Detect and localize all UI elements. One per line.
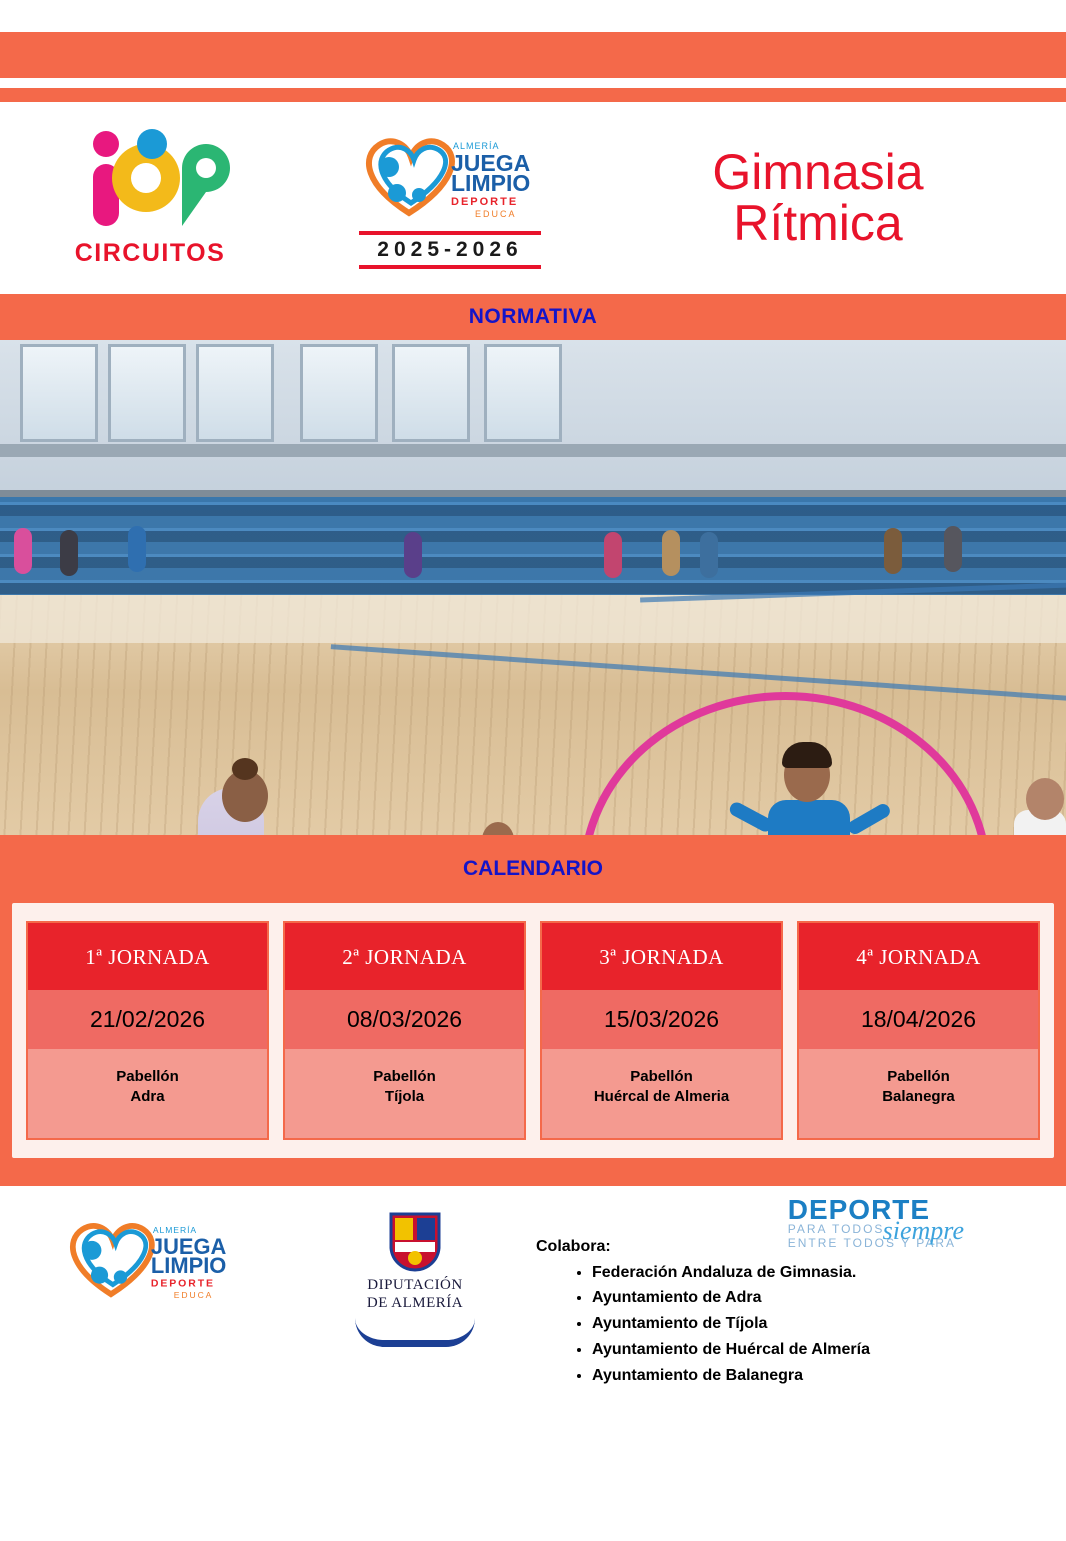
- deporte-sub-1: PARA TODOS: [787, 1221, 885, 1236]
- juega-limpio-logo: [300, 127, 600, 269]
- jornada-date: 18/04/2026: [799, 990, 1038, 1049]
- svg-text:EDUCA: EDUCA: [173, 1289, 214, 1300]
- season-label: 2025-2026: [359, 231, 540, 269]
- jornada-title: 4ª JORNADA: [799, 923, 1038, 990]
- page-title: [600, 144, 1066, 251]
- calendar-section: [0, 835, 1066, 1186]
- top-stripe-primary: [0, 32, 1066, 78]
- footer-juega-limpio-logo: [0, 1196, 300, 1446]
- gym-window: [196, 344, 274, 442]
- background-gymnast: [60, 530, 78, 576]
- page-footer: [0, 1186, 1066, 1446]
- coat-of-arms-icon: [383, 1210, 447, 1272]
- list-item: • Ayuntamiento de Huércal de Almería: [592, 1337, 1066, 1363]
- background-gymnast: [604, 532, 622, 578]
- circuitos-logo: [0, 128, 300, 268]
- gym-rail: [0, 490, 1066, 497]
- juega-limpio-heart-icon: [345, 127, 555, 223]
- svg-text:ALMERÍA: ALMERÍA: [453, 141, 500, 151]
- calendar-card-1[interactable]: [26, 921, 269, 1140]
- svg-text:DEPORTE: DEPORTE: [150, 1278, 215, 1290]
- svg-text:LIMPIO: LIMPIO: [451, 170, 531, 196]
- venue-line-2: Adra: [130, 1088, 165, 1106]
- svg-text:DEPORTE: DEPORTE: [451, 196, 519, 208]
- deporte-sub-2: ENTRE TODOS Y PARA: [787, 1235, 956, 1250]
- juega-limpio-heart-icon: [50, 1208, 250, 1308]
- title-line-1: Gimnasia: [712, 144, 924, 200]
- jornada-venue: [799, 1049, 1038, 1138]
- background-gymnast: [944, 526, 962, 572]
- svg-text:LIMPIO: LIMPIO: [150, 1252, 227, 1278]
- jornada-venue: [285, 1049, 524, 1138]
- calendar-card-3[interactable]: [540, 921, 783, 1140]
- jornada-date: 21/02/2026: [28, 990, 267, 1049]
- diputacion-swoosh: [355, 1318, 475, 1347]
- calendario-label: CALENDARIO: [463, 857, 603, 880]
- svg-text:EDUCA: EDUCA: [475, 209, 517, 219]
- venue-line-1: Pabellón: [630, 1068, 693, 1085]
- circuitos-label: CIRCUITOS: [74, 239, 226, 267]
- gym-window: [484, 344, 562, 442]
- venue-line-1: Pabellón: [373, 1068, 436, 1085]
- gymnast-foreground-hair-bun: [232, 758, 258, 780]
- diputacion-logo: [300, 1196, 530, 1446]
- top-stripe-secondary: [0, 88, 1066, 102]
- circuitos-mark-icon: [60, 128, 240, 233]
- normativa-label: NORMATIVA: [468, 305, 598, 328]
- venue-line-1: Pabellón: [887, 1068, 950, 1085]
- coach-head: [1026, 778, 1064, 820]
- deporte-word: DEPORTE: [787, 1193, 931, 1225]
- gym-window: [392, 344, 470, 442]
- deporte-siempre-logo: [787, 1193, 964, 1250]
- gym-window: [300, 344, 378, 442]
- normativa-band[interactable]: [0, 294, 1066, 340]
- background-gymnast: [884, 528, 902, 574]
- jornada-venue: [28, 1049, 267, 1138]
- svg-text:JUEGA: JUEGA: [150, 1233, 227, 1259]
- gym-mat: [0, 595, 1066, 643]
- gym-window: [108, 344, 186, 442]
- venue-line-1: Pabellón: [116, 1068, 179, 1085]
- hero-photo: [0, 340, 1066, 835]
- calendar-card-4[interactable]: [797, 921, 1040, 1140]
- list-item: • Ayuntamiento de Balanegra: [592, 1363, 1066, 1389]
- jornada-venue: [542, 1049, 781, 1138]
- venue-line-2: Huércal de Almeria: [593, 1088, 730, 1106]
- title-line-2: Rítmica: [733, 195, 903, 251]
- jornada-title: 2ª JORNADA: [285, 923, 524, 990]
- background-gymnast: [404, 532, 422, 578]
- svg-text:JUEGA: JUEGA: [451, 150, 531, 176]
- siempre-script: siempre: [882, 1215, 964, 1245]
- background-gymnast: [128, 526, 146, 572]
- background-gymnast: [662, 530, 680, 576]
- page-header: [0, 102, 1066, 294]
- jornada-date: 15/03/2026: [542, 990, 781, 1049]
- calendar-cards: [12, 903, 1054, 1158]
- list-item: • Federación Andaluza de Gimnasia.: [592, 1260, 1066, 1286]
- background-gymnast: [14, 528, 32, 574]
- diputacion-line-2: DE ALMERÍA: [366, 1294, 464, 1311]
- colabora-list: [536, 1260, 1066, 1390]
- calendar-card-2[interactable]: [283, 921, 526, 1140]
- gym-window: [20, 344, 98, 442]
- jornada-title: 1ª JORNADA: [28, 923, 267, 990]
- list-item: • Ayuntamiento de Adra: [592, 1285, 1066, 1311]
- diputacion-text: [367, 1276, 463, 1312]
- jornada-title: 3ª JORNADA: [542, 923, 781, 990]
- list-item: • Ayuntamiento de Tíjola: [592, 1311, 1066, 1337]
- venue-line-2: Tíjola: [384, 1088, 425, 1106]
- jornada-date: 08/03/2026: [285, 990, 524, 1049]
- gym-beam: [0, 444, 1066, 457]
- diputacion-line-1: DIPUTACIÓN: [367, 1276, 463, 1293]
- stripe-gap: [0, 78, 1066, 88]
- svg-text:ALMERÍA: ALMERÍA: [152, 1224, 198, 1235]
- background-gymnast: [700, 532, 718, 578]
- colabora-title: Colabora:: [536, 1237, 611, 1255]
- venue-line-2: Balanegra: [882, 1088, 955, 1106]
